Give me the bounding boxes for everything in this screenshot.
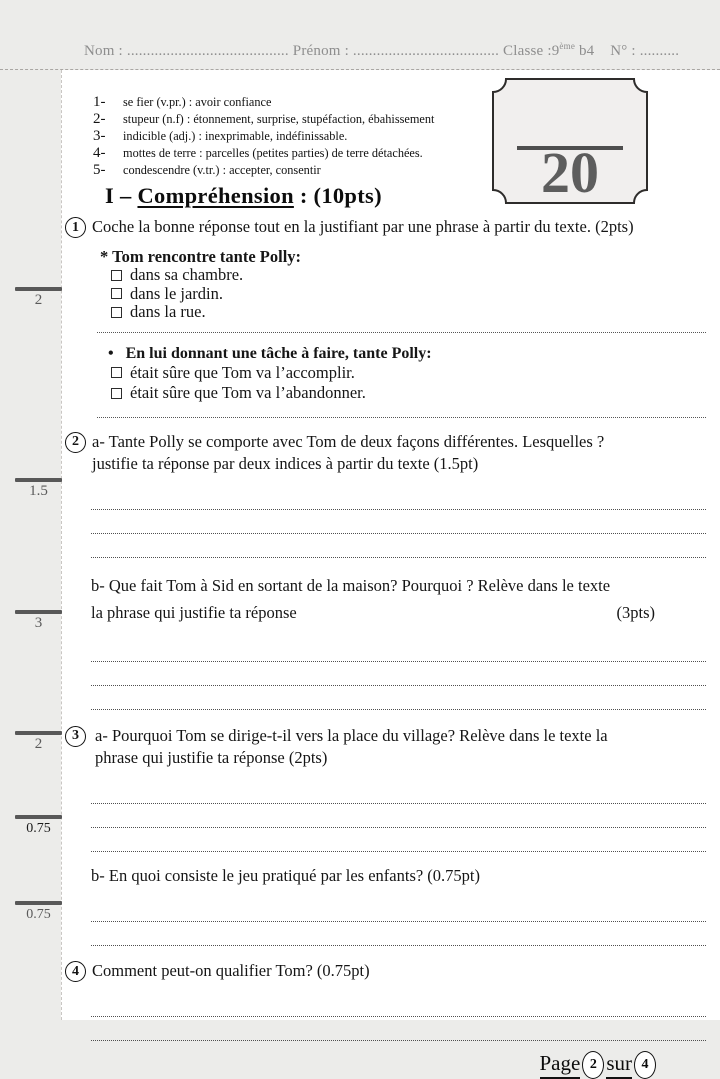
header-row bbox=[84, 41, 679, 60]
answer-line[interactable] bbox=[91, 662, 706, 686]
question-4 bbox=[72, 960, 710, 982]
answer-line[interactable] bbox=[91, 922, 706, 946]
vocab-number: 5- bbox=[93, 162, 106, 178]
question-number-badge: 4 bbox=[65, 961, 86, 982]
points-label: (3pts) bbox=[616, 603, 655, 622]
question-text bbox=[92, 725, 710, 769]
vocab-definition: stupeur (n.f) : étonnement, surprise, stupéfaction, ébahissement bbox=[123, 112, 435, 126]
checkbox-option[interactable] bbox=[111, 266, 710, 285]
question-text: Coche la bonne réponse tout en la justifiant par une phrase à partir du texte. (2pts) bbox=[92, 217, 634, 236]
page-footer bbox=[91, 1051, 710, 1079]
q1-meeting-prompt: * Tom rencontre tante Polly: bbox=[100, 247, 302, 266]
checkbox-option[interactable] bbox=[111, 363, 710, 384]
answer-line[interactable] bbox=[91, 804, 706, 828]
answer-line[interactable] bbox=[91, 486, 706, 510]
margin-mark-bar bbox=[15, 901, 62, 905]
margin-mark bbox=[15, 901, 62, 922]
answer-line[interactable] bbox=[91, 686, 706, 710]
question-3b: b- En quoi consiste le jeu pratiqué par les enfants? (0.75pt) bbox=[91, 865, 481, 885]
margin-mark-bar bbox=[15, 815, 62, 819]
option-label: était sûre que Tom va l’accomplir. bbox=[130, 362, 355, 382]
margin-mark bbox=[15, 287, 62, 308]
vocab-definition: indicible (adj.) : inexprimable, indéfinissable. bbox=[123, 129, 348, 143]
vocab-definition: mottes de terre : parcelles (petites parties) de terre détachées. bbox=[123, 146, 423, 160]
class-label: Classe :9 bbox=[503, 43, 560, 59]
page-label: Page bbox=[540, 1051, 581, 1079]
checkbox-option[interactable] bbox=[111, 285, 710, 304]
question-2a bbox=[72, 431, 710, 475]
dotted-separator bbox=[97, 332, 706, 333]
answer-line[interactable] bbox=[91, 898, 706, 922]
vocab-number: 1- bbox=[93, 94, 106, 110]
firstname-label: Prénom : bbox=[292, 43, 349, 59]
answer-line[interactable] bbox=[91, 828, 706, 852]
margin-mark-bar bbox=[15, 478, 62, 482]
margin-points-label: 2 bbox=[34, 292, 43, 308]
exam-page bbox=[61, 70, 720, 1075]
question-line: justifie ta réponse par deux indices à partir du texte (1.5pt) bbox=[92, 453, 479, 473]
margin-mark bbox=[15, 478, 62, 499]
question-line: phrase qui justifie ta réponse (2pts) bbox=[95, 747, 328, 767]
margin-points-label: 0.75 bbox=[26, 821, 51, 836]
number-fill-field[interactable]: .......... bbox=[639, 43, 680, 59]
checkbox-option[interactable] bbox=[111, 383, 710, 404]
margin-mark bbox=[15, 815, 62, 836]
question-line: a- Pourquoi Tom se dirige-t-il vers la place du village? Relève dans le texte la bbox=[95, 725, 608, 745]
vocab-number: 2- bbox=[93, 111, 106, 127]
page-number-badge: 2 bbox=[582, 1051, 604, 1079]
checkbox-icon[interactable] bbox=[111, 388, 122, 399]
question-line: b- Que fait Tom à Sid en sortant de la maison? Pourquoi ? Relève dans le texte bbox=[91, 575, 611, 595]
score-total: 20 bbox=[541, 140, 599, 205]
option-label: dans sa chambre. bbox=[130, 265, 244, 284]
vocab-definition: se fier (v.pr.) : avoir confiance bbox=[123, 95, 272, 109]
q1-task-prompt bbox=[108, 344, 710, 363]
answer-line[interactable] bbox=[91, 510, 706, 534]
margin-mark-bar bbox=[15, 610, 62, 614]
checkbox-option[interactable] bbox=[111, 303, 710, 322]
margin-mark-bar bbox=[15, 731, 62, 735]
bullet-icon: • bbox=[108, 344, 114, 362]
question-line bbox=[91, 599, 710, 627]
number-label: N° : bbox=[610, 43, 636, 59]
question-3a bbox=[72, 725, 710, 769]
name-fill-field[interactable]: ......................................... bbox=[126, 43, 289, 59]
class-superscript: ème bbox=[559, 41, 576, 51]
vocab-definition: condescendre (v.tr.) : accepter, consentir bbox=[123, 163, 321, 177]
answer-line[interactable] bbox=[91, 993, 706, 1017]
question-1 bbox=[72, 216, 710, 238]
margin-points-label: 1.5 bbox=[29, 483, 48, 499]
answer-line[interactable] bbox=[91, 780, 706, 804]
dotted-separator bbox=[97, 417, 706, 418]
margin-mark bbox=[15, 731, 62, 752]
question-2b bbox=[91, 572, 710, 627]
sur-label: sur bbox=[606, 1051, 632, 1079]
firstname-fill-field[interactable]: ..................................... bbox=[352, 43, 500, 59]
section-roman-numeral: I – bbox=[105, 183, 138, 208]
margin-mark bbox=[15, 610, 62, 631]
checkbox-icon[interactable] bbox=[111, 270, 122, 281]
question-number-badge: 3 bbox=[65, 726, 86, 747]
total-pages-badge: 4 bbox=[634, 1051, 656, 1079]
prompt-text: En lui donnant une tâche à faire, tante Polly: bbox=[125, 344, 432, 362]
vocab-number: 4- bbox=[93, 145, 106, 161]
section-title-text: Compréhension bbox=[137, 183, 294, 208]
question-line-text: la phrase qui justifie ta réponse bbox=[91, 603, 297, 622]
question-text bbox=[92, 431, 710, 475]
vocab-number: 3- bbox=[93, 128, 106, 144]
section-points: : (10pts) bbox=[293, 183, 382, 208]
answer-line[interactable] bbox=[91, 534, 706, 558]
question-number-badge: 1 bbox=[65, 217, 86, 238]
checkbox-icon[interactable] bbox=[111, 307, 122, 318]
option-label: dans le jardin. bbox=[130, 283, 224, 303]
name-label: Nom : bbox=[84, 43, 123, 59]
option-label: était sûre que Tom va l’abandonner. bbox=[130, 383, 366, 402]
question-number-badge: 2 bbox=[65, 432, 86, 453]
question-text: Comment peut-on qualifier Tom? (0.75pt) bbox=[92, 960, 370, 980]
score-box bbox=[492, 78, 648, 204]
margin-points-label: 3 bbox=[34, 615, 43, 631]
margin-mark-bar bbox=[15, 287, 62, 291]
answer-line[interactable] bbox=[91, 638, 706, 662]
option-label: dans la rue. bbox=[130, 302, 206, 321]
margin-points-label: 2 bbox=[34, 736, 43, 752]
checkbox-icon[interactable] bbox=[111, 367, 122, 378]
question-line: a- Tante Polly se comporte avec Tom de deux façons différentes. Lesquelles ? bbox=[92, 431, 605, 451]
margin-points-label: 0.75 bbox=[26, 907, 51, 922]
answer-line[interactable] bbox=[91, 1017, 706, 1041]
checkbox-icon[interactable] bbox=[111, 288, 122, 299]
class-value: b4 bbox=[575, 43, 595, 59]
